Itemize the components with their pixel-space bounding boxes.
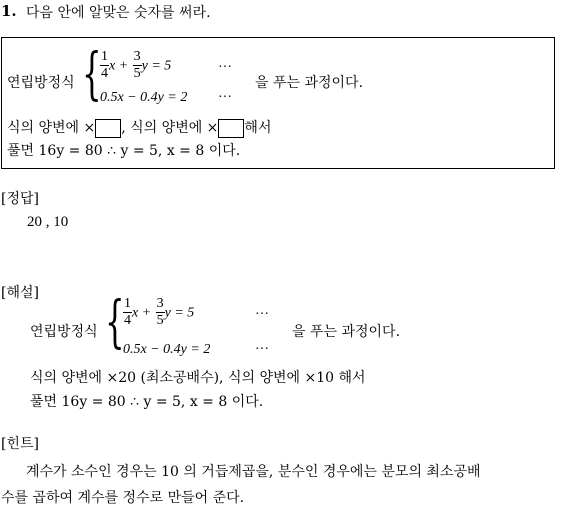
explanation-header: [해설] [1, 285, 39, 301]
equation-1-dots: ··· [218, 60, 232, 75]
left-brace: { [82, 42, 102, 107]
system-suffix: 을 푸는 과정이다. [255, 75, 364, 91]
equation-1: $\frac{1}{4}$ x + $\frac{3}{5}$ y = 5 [101, 49, 172, 81]
explanation-left-brace: { [105, 290, 125, 355]
problem-line-3: 풀면 16y = 80 ∴ y = 5, x = 8 이다. [7, 143, 241, 159]
equation-2: 0.5x − 0.4y = 2 [100, 90, 188, 105]
answer-blank-1[interactable] [95, 119, 121, 138]
system-label: 연립방정식 [7, 75, 75, 91]
explanation-line-2: 식의 양변에 ×20 (최소공배수), 식의 양변에 ×10 해서 [30, 370, 366, 386]
answer-header: [정답] [1, 191, 39, 207]
explanation-line-3: 풀면 16y = 80 ∴ y = 5, x = 8 이다. [30, 394, 264, 410]
explanation-suffix: 을 푸는 과정이다. [292, 324, 401, 340]
problem-line-2: 식의 양변에 × , 식의 양변에 × 해서 [7, 120, 272, 136]
hint-line-2: 수를 곱하여 계수를 정수로 만들어 준다. [1, 490, 245, 506]
explanation-label: 연립방정식 [30, 324, 98, 340]
explanation-equation-2-dots: ··· [255, 342, 269, 357]
answer-value: 20 , 10 [27, 214, 69, 230]
explanation-equation-1: $\frac{1}{4}$ x + $\frac{3}{5}$ y = 5 [124, 296, 195, 328]
problem-number: 1. [1, 2, 17, 20]
equation-2-dots: ··· [218, 90, 232, 105]
hint-line-1: 계수가 소수인 경우는 10 의 거듭제곱을, 분수인 경우에는 분모의 최소공배 [26, 464, 481, 480]
explanation-equation-2: 0.5x − 0.4y = 2 [123, 342, 211, 357]
explanation-equation-1-dots: ··· [255, 307, 269, 322]
answer-blank-2[interactable] [218, 119, 244, 138]
hint-header: [힌트] [1, 436, 39, 452]
problem-instruction: 다음 안에 알맞은 숫자를 써라. [26, 5, 211, 21]
